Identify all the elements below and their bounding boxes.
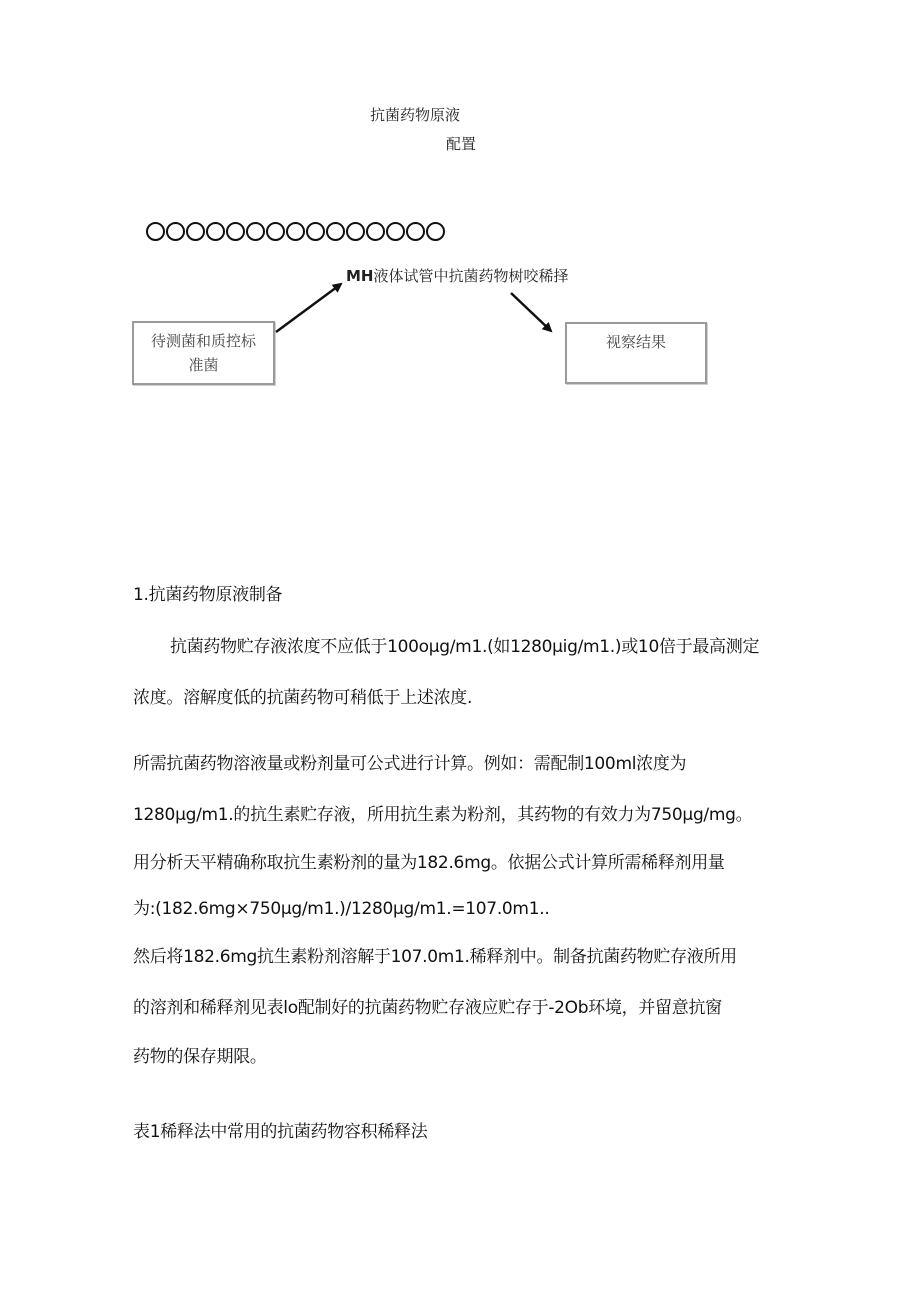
test-tube-icon	[186, 222, 205, 241]
paragraph-1-line-2: 浓度。溶解度低的抗菌药物可稍低于上述浓度.	[133, 688, 473, 708]
diagram-title-continuation: 配置	[446, 135, 477, 153]
test-tube-icon	[326, 222, 345, 241]
test-tube-icon	[146, 222, 165, 241]
test-strain-box	[132, 321, 275, 385]
test-tube-row	[146, 222, 445, 241]
paragraph-2-line-1: 所需抗菌药物溶液量或粉剂量可公式进行计算。例如：需配制100ml浓度为	[133, 754, 687, 774]
test-tube-icon	[166, 222, 185, 241]
mh-label-bold: MH	[346, 267, 374, 285]
observe-results-box	[565, 322, 707, 384]
paragraph-2-line-4: 为:(182.6mg×750μg∕m1.)∕1280μg∕m1.=107.0m1..	[133, 899, 550, 919]
test-tube-icon	[386, 222, 405, 241]
observe-results-label: 视察结果	[605, 333, 666, 351]
test-strain-label-line1: 待测菌和质控标	[150, 332, 256, 350]
table-caption: 表1稀释法中常用的抗菌药物容积稀释法	[133, 1122, 428, 1142]
paragraph-3-line-3: 药物的保存期限。	[133, 1047, 267, 1067]
test-tube-icon	[286, 222, 305, 241]
mh-broth-dilution-label	[346, 265, 569, 286]
section-heading: 1.抗菌药物原液制备	[133, 585, 283, 605]
test-tube-icon	[366, 222, 385, 241]
test-tube-icon	[426, 222, 445, 241]
mh-label-text: 液体试管中抗菌药物树咬稀择	[373, 267, 569, 285]
test-tube-icon	[266, 222, 285, 241]
test-tube-icon	[246, 222, 265, 241]
arrow-to-results-icon	[511, 293, 551, 331]
test-tube-icon	[226, 222, 245, 241]
arrow-to-mh-icon	[276, 284, 341, 332]
paragraph-2-line-3: 用分析天平精确称取抗生素粉剂的量为182.6mg。依据公式计算所需稀释剂用量	[133, 853, 725, 873]
test-tube-icon	[306, 222, 325, 241]
paragraph-1-line-1: 抗菌药物贮存液浓度不应低于100oμg∕m1.(如1280μig∕m1.)或10倍于最高测定	[170, 637, 760, 657]
paragraph-3-line-2: 的溶剂和稀释剂见表lo配制好的抗菌药物贮存液应贮存于-2Ob环境，并留意抗窗	[133, 998, 722, 1018]
test-strain-label-line2: 准菌	[188, 356, 219, 374]
paragraph-3-line-1: 然后将182.6mg抗生素粉剂溶解于107.0m1.稀释剂中。制备抗菌药物贮存液所用	[133, 947, 737, 967]
diagram-title: 抗菌药物原液	[370, 106, 461, 124]
test-tube-icon	[346, 222, 365, 241]
test-tube-icon	[406, 222, 425, 241]
paragraph-2-line-2: 1280μg∕m1.的抗生素贮存液，所用抗生素为粉剂，其药物的有效力为750μg∕mg。	[133, 805, 753, 825]
test-tube-icon	[206, 222, 225, 241]
